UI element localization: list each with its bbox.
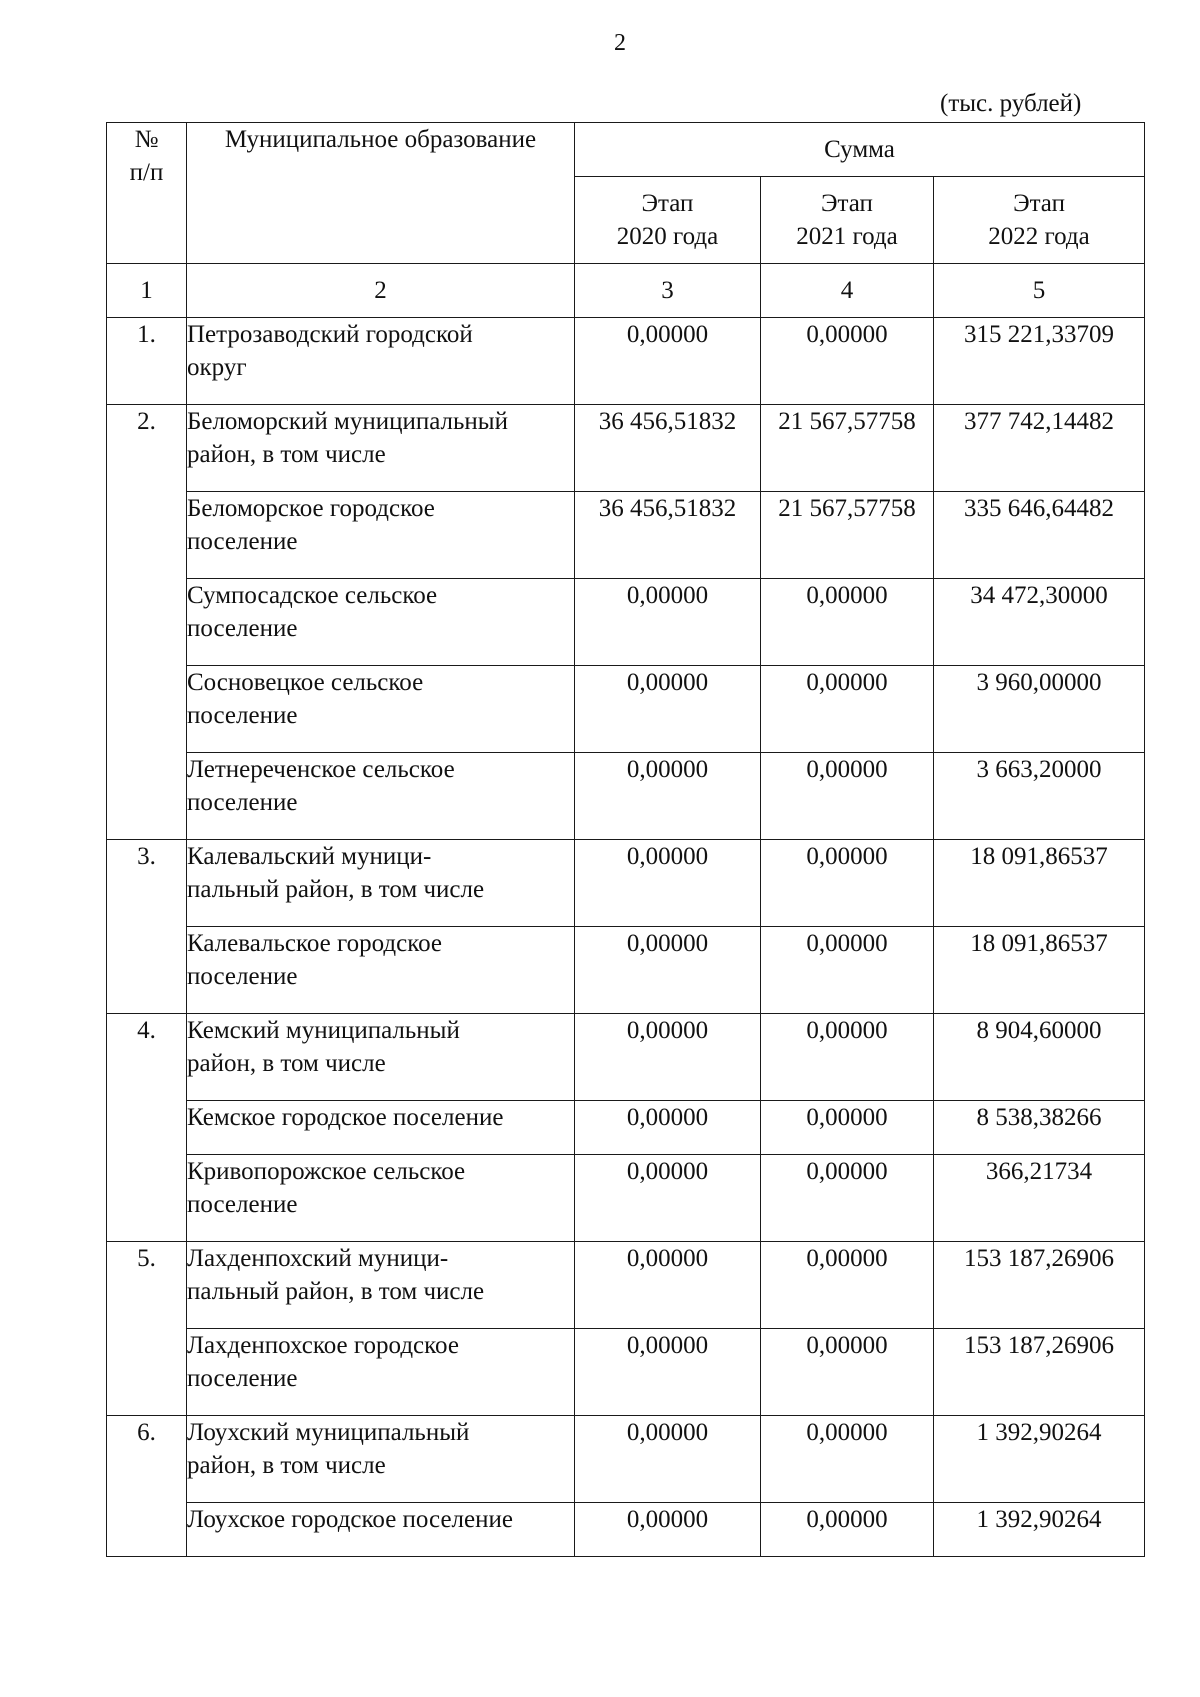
amount-2022: 8 538,38266 <box>934 1101 1145 1155</box>
table-row <box>107 927 1145 1014</box>
municipality-name-line: пальный район, в том числе <box>187 1278 485 1305</box>
header-stage-2022: Этап 2022 года <box>934 177 1145 264</box>
column-number-row <box>107 264 1145 318</box>
table-row <box>107 492 1145 579</box>
row-number: 6. <box>107 1416 187 1557</box>
table-row <box>107 1242 1145 1329</box>
municipality-name-line: Петрозаводский городской <box>187 321 473 348</box>
amount-2020: 0,00000 <box>575 1503 761 1557</box>
table-row <box>107 666 1145 753</box>
municipality-name-line: Сумпосадское сельское <box>187 582 438 609</box>
amount-2022: 366,21734 <box>934 1155 1145 1242</box>
municipality-name <box>187 753 575 840</box>
municipality-name-line: Беломорское городское <box>187 495 435 522</box>
table-row <box>107 579 1145 666</box>
municipality-name-line: Кемский муниципальный <box>187 1017 460 1044</box>
header-number <box>107 123 187 264</box>
amount-2020: 0,00000 <box>575 318 761 405</box>
row-number: 4. <box>107 1014 187 1242</box>
amount-2020: 0,00000 <box>575 1014 761 1101</box>
municipality-name-line: поселение <box>187 528 298 555</box>
amount-2022: 3 663,20000 <box>934 753 1145 840</box>
municipality-name-line: район, в том числе <box>187 1452 386 1479</box>
municipality-name-line: Калевальский муници- <box>187 843 432 870</box>
header-stage-2021: Этап 2021 года <box>761 177 934 264</box>
municipality-name-line: Летнереченское сельское <box>187 756 455 783</box>
amount-2021: 21 567,57758 <box>761 405 934 492</box>
municipality-name-line: Кемское городское поселение <box>187 1104 504 1131</box>
amount-2021: 0,00000 <box>761 1416 934 1503</box>
table-row <box>107 1416 1145 1503</box>
municipality-name-line: Беломорский муниципальный <box>187 408 508 435</box>
row-number: 3. <box>107 840 187 1014</box>
header-stage-2020: Этап 2020 года <box>575 177 761 264</box>
amount-2022: 1 392,90264 <box>934 1503 1145 1557</box>
amount-2022: 153 187,26906 <box>934 1242 1145 1329</box>
table-row <box>107 1503 1145 1557</box>
municipality-name <box>187 1329 575 1416</box>
header-number-pp: п/п <box>129 159 164 186</box>
amount-2021: 0,00000 <box>761 1329 934 1416</box>
municipality-name-line: поселение <box>187 1191 298 1218</box>
amount-2020: 0,00000 <box>575 753 761 840</box>
amount-2020: 0,00000 <box>575 840 761 927</box>
municipality-name <box>187 1416 575 1503</box>
municipality-name-line: поселение <box>187 1365 298 1392</box>
amount-2022: 1 392,90264 <box>934 1416 1145 1503</box>
table-row <box>107 1101 1145 1155</box>
municipality-name <box>187 840 575 927</box>
amount-2022: 3 960,00000 <box>934 666 1145 753</box>
amount-2021: 0,00000 <box>761 1101 934 1155</box>
municipality-name-line: поселение <box>187 789 298 816</box>
amount-2021: 0,00000 <box>761 840 934 927</box>
amount-2022: 315 221,33709 <box>934 318 1145 405</box>
municipality-name-line: Лахденпохское городское <box>187 1332 459 1359</box>
column-number: 1 <box>107 264 187 318</box>
amount-2020: 0,00000 <box>575 1242 761 1329</box>
amount-2022: 335 646,64482 <box>934 492 1145 579</box>
amount-2021: 0,00000 <box>761 1503 934 1557</box>
municipality-name <box>187 1155 575 1242</box>
amount-2020: 36 456,51832 <box>575 405 761 492</box>
table-row <box>107 405 1145 492</box>
amount-2022: 18 091,86537 <box>934 927 1145 1014</box>
municipality-name-line: поселение <box>187 615 298 642</box>
amount-2022: 377 742,14482 <box>934 405 1145 492</box>
municipality-name-line: Калевальское городское <box>187 930 443 957</box>
municipality-name <box>187 405 575 492</box>
row-number: 1. <box>107 318 187 405</box>
municipality-name-line: Лоухское городское поселение <box>187 1506 513 1533</box>
page-number: 2 <box>614 30 626 56</box>
amount-2020: 36 456,51832 <box>575 492 761 579</box>
allocation-table <box>106 122 1145 1557</box>
header-municipality: Муниципальное образование <box>187 123 575 264</box>
amount-2021: 0,00000 <box>761 1242 934 1329</box>
amount-2022: 34 472,30000 <box>934 579 1145 666</box>
column-number: 2 <box>187 264 575 318</box>
municipality-name-line: Лоухский муниципальный <box>187 1419 470 1446</box>
table-row <box>107 1014 1145 1101</box>
municipality-name <box>187 1101 575 1155</box>
municipality-name-line: Кривопорожское сельское <box>187 1158 466 1185</box>
municipality-name <box>187 579 575 666</box>
table-row <box>107 318 1145 405</box>
table-body <box>107 318 1145 1557</box>
row-number: 5. <box>107 1242 187 1416</box>
municipality-name <box>187 1503 575 1557</box>
row-number: 2. <box>107 405 187 840</box>
municipality-name-line: поселение <box>187 702 298 729</box>
municipality-name-line: округ <box>187 354 247 381</box>
municipality-name-line: район, в том числе <box>187 1050 386 1077</box>
header-sum: Сумма <box>575 123 1145 177</box>
municipality-name <box>187 666 575 753</box>
amount-2020: 0,00000 <box>575 1155 761 1242</box>
table-row <box>107 1155 1145 1242</box>
table-row <box>107 840 1145 927</box>
municipality-name <box>187 318 575 405</box>
amount-2022: 18 091,86537 <box>934 840 1145 927</box>
table-row <box>107 1329 1145 1416</box>
amount-2020: 0,00000 <box>575 1101 761 1155</box>
column-number: 5 <box>934 264 1145 318</box>
municipality-name <box>187 1014 575 1101</box>
table-row <box>107 753 1145 840</box>
municipality-name-line: район, в том числе <box>187 441 386 468</box>
amount-2021: 0,00000 <box>761 318 934 405</box>
amount-2020: 0,00000 <box>575 1416 761 1503</box>
amount-2021: 0,00000 <box>761 666 934 753</box>
municipality-name <box>187 1242 575 1329</box>
municipality-name-line: Сосновецкое сельское <box>187 669 424 696</box>
units-label: (тыс. рублей) <box>940 90 1082 117</box>
amount-2021: 21 567,57758 <box>761 492 934 579</box>
municipality-name-line: Лахденпохский муници- <box>187 1245 449 1272</box>
amount-2021: 0,00000 <box>761 927 934 1014</box>
amount-2021: 0,00000 <box>761 579 934 666</box>
amount-2020: 0,00000 <box>575 1329 761 1416</box>
amount-2022: 153 187,26906 <box>934 1329 1145 1416</box>
header-number-sign: № <box>134 126 159 153</box>
amount-2020: 0,00000 <box>575 927 761 1014</box>
municipality-name <box>187 492 575 579</box>
amount-2022: 8 904,60000 <box>934 1014 1145 1101</box>
column-number: 4 <box>761 264 934 318</box>
municipality-name-line: пальный район, в том числе <box>187 876 485 903</box>
amount-2021: 0,00000 <box>761 753 934 840</box>
amount-2021: 0,00000 <box>761 1014 934 1101</box>
table-header <box>107 123 1145 318</box>
municipality-name <box>187 927 575 1014</box>
amount-2021: 0,00000 <box>761 1155 934 1242</box>
amount-2020: 0,00000 <box>575 666 761 753</box>
amount-2020: 0,00000 <box>575 579 761 666</box>
municipality-name-line: поселение <box>187 963 298 990</box>
column-number: 3 <box>575 264 761 318</box>
